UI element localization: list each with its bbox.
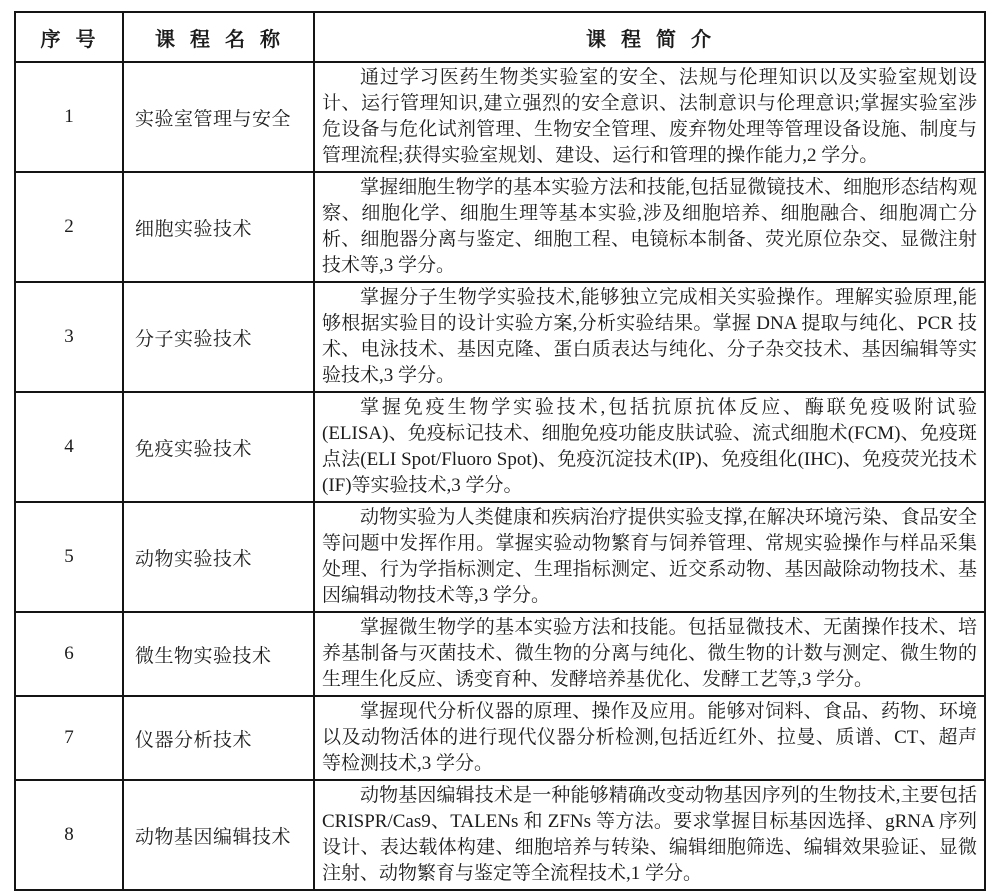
- course-intro-cell: [314, 696, 985, 780]
- table-header-row: [15, 12, 985, 62]
- course-intro-text: 动物实验为人类健康和疾病治疗提供实验支撑,在解决环境污染、食品安全等问题中发挥作用。掌握实验动物繁育与饲养管理、常规实验操作与样品采集处理、行为学指标测定、生理指标测定、近交系动物、基因敲除动物技术、基因编辑动物技术等,3 学分。: [322, 507, 977, 606]
- course-name-cell: 实验室管理与安全: [123, 62, 314, 172]
- table-row: [15, 282, 985, 392]
- table-row: [15, 612, 985, 696]
- course-table: [14, 11, 986, 891]
- table-row: [15, 62, 985, 172]
- course-intro-text: 掌握微生物学的基本实验方法和技能。包括显微技术、无菌操作技术、培养基制备与灭菌技术、微生物的分离与纯化、微生物的计数与测定、微生物的生理生化反应、诱变育种、发酵培养基优化、发酵工艺等,3 学分。: [322, 617, 977, 690]
- course-intro-text: 掌握细胞生物学的基本实验方法和技能,包括显微镜技术、细胞形态结构观察、细胞化学、细胞生理等基本实验,涉及细胞培养、细胞融合、细胞凋亡分析、细胞器分离与鉴定、细胞工程、电镜标本制备、荧光原位杂交、显微注射技术等,3 学分。: [322, 177, 977, 276]
- course-intro-text: 掌握分子生物学实验技术,能够独立完成相关实验操作。理解实验原理,能够根据实验目的设计实验方案,分析实验结果。掌握 DNA 提取与纯化、PCR 技术、电泳技术、基因克隆、蛋白质表达与纯化、分子杂交技术、基因编辑等实验技术,3 学分。: [322, 287, 977, 386]
- course-intro-cell: [314, 282, 985, 392]
- course-name-cell: 仪器分析技术: [123, 696, 314, 780]
- row-number-cell: 1: [15, 62, 123, 172]
- table-row: [15, 780, 985, 890]
- course-name-cell: 细胞实验技术: [123, 172, 314, 282]
- table-row: [15, 172, 985, 282]
- course-name-cell: 微生物实验技术: [123, 612, 314, 696]
- course-name-cell: 免疫实验技术: [123, 392, 314, 502]
- course-intro-cell: [314, 392, 985, 502]
- course-intro-text: 通过学习医药生物类实验室的安全、法规与伦理知识以及实验室规划设计、运行管理知识,建立强烈的安全意识、法制意识与伦理意识;掌握实验室涉危设备与危化试剂管理、生物安全管理、废弃物处理等管理设备设施、制度与管理流程;获得实验室规划、建设、运行和管理的操作能力,2 学分。: [322, 67, 977, 166]
- course-intro-cell: [314, 172, 985, 282]
- course-name-cell: 分子实验技术: [123, 282, 314, 392]
- course-name-cell: 动物基因编辑技术: [123, 780, 314, 890]
- row-number-cell: 8: [15, 780, 123, 890]
- course-intro-cell: [314, 62, 985, 172]
- header-serial-number: 序 号: [15, 12, 123, 62]
- row-number-cell: 3: [15, 282, 123, 392]
- course-intro-text: 掌握现代分析仪器的原理、操作及应用。能够对饲料、食品、药物、环境以及动物活体的进行现代仪器分析检测,包括近红外、拉曼、质谱、CT、超声等检测技术,3 学分。: [322, 701, 977, 774]
- row-number-cell: 5: [15, 502, 123, 612]
- course-name-cell: 动物实验技术: [123, 502, 314, 612]
- course-intro-cell: [314, 612, 985, 696]
- table-row: [15, 502, 985, 612]
- course-intro-text: 动物基因编辑技术是一种能够精确改变动物基因序列的生物技术,主要包括 CRISPR/Cas9、TALENs 和 ZFNs 等方法。要求掌握目标基因选择、gRNA 序列设计、表达载体构建、细胞培养与转染、编辑细胞筛选、编辑效果验证、显微注射、动物繁育与鉴定等全流程技术,1 学分。: [322, 785, 977, 884]
- header-course-intro: 课 程 简 介: [314, 12, 985, 62]
- table-row: [15, 392, 985, 502]
- course-intro-text: 掌握免疫生物学实验技术,包括抗原抗体反应、酶联免疫吸附试验(ELISA)、免疫标记技术、细胞免疫功能皮肤试验、流式细胞术(FCM)、免疫斑点法(ELI Spot/Fluoro Spot)、免疫沉淀技术(IP)、免疫组化(IHC)、免疫荧光技术(IF)等实验技术,3 学分。: [322, 397, 977, 496]
- row-number-cell: 7: [15, 696, 123, 780]
- row-number-cell: 2: [15, 172, 123, 282]
- course-intro-cell: [314, 780, 985, 890]
- header-course-name: 课 程 名 称: [123, 12, 314, 62]
- table-row: [15, 696, 985, 780]
- row-number-cell: 6: [15, 612, 123, 696]
- course-intro-cell: [314, 502, 985, 612]
- row-number-cell: 4: [15, 392, 123, 502]
